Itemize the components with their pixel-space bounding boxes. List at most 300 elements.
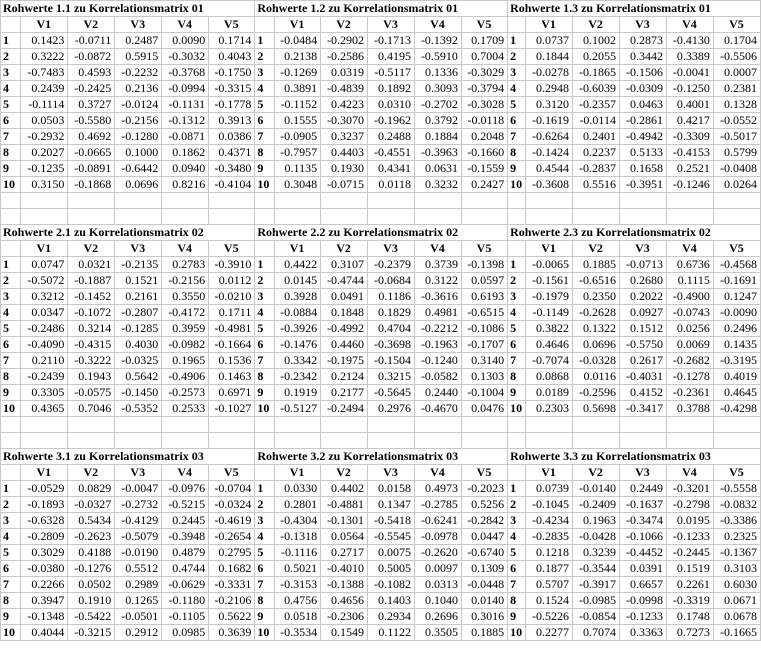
corner-cell[interactable] — [1, 17, 21, 33]
data-cell[interactable]: 0.0671 — [713, 593, 760, 609]
row-number[interactable]: 1 — [508, 481, 526, 497]
empty-cell[interactable] — [209, 193, 255, 209]
data-cell[interactable]: 0.5915 — [115, 49, 162, 65]
row-number[interactable]: 9 — [1, 609, 21, 625]
data-cell[interactable]: -0.4906 — [162, 369, 209, 385]
row-number[interactable]: 8 — [1, 369, 21, 385]
data-cell[interactable]: 0.2989 — [115, 577, 162, 593]
data-cell[interactable]: -0.0190 — [115, 545, 162, 561]
data-cell[interactable]: -0.0743 — [666, 305, 713, 321]
data-cell[interactable]: 0.2783 — [162, 257, 209, 273]
row-number[interactable]: 2 — [508, 497, 526, 513]
data-cell[interactable]: 0.4402 — [321, 481, 368, 497]
empty-cell[interactable] — [620, 433, 667, 449]
column-header[interactable]: V2 — [573, 465, 620, 481]
data-cell[interactable]: 0.1549 — [321, 625, 368, 641]
data-cell[interactable]: -0.3534 — [274, 625, 320, 641]
data-cell[interactable]: 0.0476 — [461, 401, 507, 417]
data-cell[interactable]: -0.0309 — [620, 81, 667, 97]
empty-cell[interactable] — [508, 417, 526, 433]
column-header[interactable]: V3 — [115, 241, 162, 257]
data-cell[interactable]: 0.2696 — [414, 609, 461, 625]
data-cell[interactable]: 0.4019 — [713, 369, 760, 385]
data-cell[interactable]: -0.0998 — [620, 593, 667, 609]
data-cell[interactable]: 0.0090 — [162, 33, 209, 49]
data-cell[interactable]: 0.4152 — [620, 385, 667, 401]
data-cell[interactable]: -0.1114 — [21, 97, 68, 113]
data-cell[interactable]: -0.1278 — [666, 369, 713, 385]
data-cell[interactable]: -0.1233 — [666, 529, 713, 545]
empty-cell[interactable] — [274, 433, 320, 449]
data-cell[interactable]: 0.4422 — [274, 257, 320, 273]
data-cell[interactable]: -0.5545 — [368, 529, 415, 545]
data-cell[interactable]: -0.0976 — [162, 481, 209, 497]
row-number[interactable]: 6 — [508, 113, 526, 129]
data-cell[interactable]: -0.0582 — [414, 369, 461, 385]
empty-cell[interactable] — [321, 193, 368, 209]
empty-cell[interactable] — [68, 417, 115, 433]
data-cell[interactable]: 0.4879 — [162, 545, 209, 561]
data-cell[interactable]: 0.0463 — [620, 97, 667, 113]
data-cell[interactable]: -0.0884 — [274, 305, 320, 321]
data-cell[interactable]: 0.2912 — [115, 625, 162, 641]
data-cell[interactable]: -0.4744 — [321, 273, 368, 289]
column-header[interactable]: V3 — [115, 17, 162, 33]
row-number[interactable]: 9 — [1, 385, 21, 401]
data-cell[interactable]: 0.1040 — [414, 593, 461, 609]
data-cell[interactable]: 0.4704 — [368, 321, 415, 337]
data-cell[interactable]: -0.4670 — [414, 401, 461, 417]
row-number[interactable]: 8 — [1, 145, 21, 161]
data-cell[interactable]: -0.0041 — [666, 65, 713, 81]
data-cell[interactable]: -0.3794 — [461, 81, 507, 97]
data-cell[interactable]: 0.2976 — [368, 401, 415, 417]
row-number[interactable]: 8 — [255, 593, 275, 609]
data-cell[interactable]: -0.2573 — [162, 385, 209, 401]
data-cell[interactable]: 0.1682 — [209, 561, 255, 577]
data-cell[interactable]: 0.1704 — [713, 33, 760, 49]
data-cell[interactable]: 0.1885 — [461, 625, 507, 641]
data-cell[interactable]: -0.4452 — [620, 545, 667, 561]
data-cell[interactable]: 0.4692 — [68, 129, 115, 145]
data-cell[interactable]: 0.0112 — [209, 273, 255, 289]
data-cell[interactable]: -0.1367 — [713, 545, 760, 561]
empty-cell[interactable] — [526, 433, 573, 449]
data-cell[interactable]: 0.3093 — [414, 81, 461, 97]
row-number[interactable]: 10 — [508, 177, 526, 193]
data-cell[interactable]: 0.3140 — [461, 353, 507, 369]
row-number[interactable]: 3 — [508, 513, 526, 529]
data-cell[interactable]: -0.4172 — [162, 305, 209, 321]
data-cell[interactable]: -0.3201 — [666, 481, 713, 497]
data-cell[interactable]: 0.2325 — [713, 529, 760, 545]
data-cell[interactable]: 0.3822 — [526, 321, 573, 337]
row-number[interactable]: 6 — [255, 113, 275, 129]
data-cell[interactable]: 0.1892 — [368, 81, 415, 97]
data-cell[interactable]: -0.1691 — [713, 273, 760, 289]
corner-cell[interactable] — [255, 465, 275, 481]
empty-cell[interactable] — [666, 209, 713, 225]
empty-cell[interactable] — [21, 193, 68, 209]
row-number[interactable]: 2 — [1, 273, 21, 289]
row-number[interactable]: 4 — [1, 81, 21, 97]
data-cell[interactable]: -0.3608 — [526, 177, 573, 193]
data-cell[interactable]: 0.2521 — [666, 161, 713, 177]
data-cell[interactable]: -0.3480 — [209, 161, 255, 177]
row-number[interactable]: 5 — [1, 97, 21, 113]
empty-cell[interactable] — [1, 433, 21, 449]
row-number[interactable]: 2 — [1, 49, 21, 65]
data-cell[interactable]: 0.3739 — [414, 257, 461, 273]
column-header[interactable]: V5 — [461, 465, 507, 481]
data-cell[interactable]: 0.8216 — [162, 177, 209, 193]
column-header[interactable]: V2 — [321, 241, 368, 257]
data-cell[interactable]: -0.2445 — [666, 545, 713, 561]
data-cell[interactable]: -0.0324 — [209, 497, 255, 513]
data-cell[interactable]: -0.2342 — [274, 369, 320, 385]
row-number[interactable]: 2 — [255, 49, 275, 65]
data-cell[interactable]: 0.0927 — [620, 305, 667, 321]
data-cell[interactable]: -0.4900 — [666, 289, 713, 305]
data-cell[interactable]: 0.2439 — [21, 81, 68, 97]
data-cell[interactable]: -0.0575 — [68, 385, 115, 401]
data-cell[interactable]: 0.1519 — [666, 561, 713, 577]
column-header[interactable]: V5 — [209, 17, 255, 33]
data-cell[interactable]: 0.5622 — [209, 609, 255, 625]
row-number[interactable]: 8 — [255, 369, 275, 385]
data-cell[interactable]: -0.0832 — [713, 497, 760, 513]
data-cell[interactable]: -0.1868 — [68, 177, 115, 193]
data-cell[interactable]: 0.1186 — [368, 289, 415, 305]
data-cell[interactable]: -0.6328 — [21, 513, 68, 529]
data-cell[interactable]: 0.0985 — [162, 625, 209, 641]
row-number[interactable]: 4 — [508, 529, 526, 545]
data-cell[interactable]: 0.0310 — [368, 97, 415, 113]
data-cell[interactable]: -0.1276 — [68, 561, 115, 577]
data-cell[interactable]: -0.1561 — [526, 273, 573, 289]
data-cell[interactable]: 0.3891 — [274, 81, 320, 97]
data-cell[interactable]: -0.3951 — [620, 177, 667, 193]
data-cell[interactable]: 0.3232 — [414, 177, 461, 193]
data-cell[interactable]: 0.1943 — [68, 369, 115, 385]
column-header[interactable]: V3 — [620, 241, 667, 257]
data-cell[interactable]: 0.3215 — [368, 369, 415, 385]
data-cell[interactable]: -0.2842 — [461, 513, 507, 529]
empty-cell[interactable] — [68, 209, 115, 225]
data-cell[interactable]: 0.2617 — [620, 353, 667, 369]
data-cell[interactable]: 0.2488 — [368, 129, 415, 145]
data-cell[interactable]: 0.3120 — [526, 97, 573, 113]
data-cell[interactable]: 0.0118 — [368, 177, 415, 193]
empty-cell[interactable] — [368, 433, 415, 449]
row-number[interactable]: 4 — [1, 529, 21, 545]
data-cell[interactable]: -0.3474 — [620, 513, 667, 529]
data-cell[interactable]: -0.0114 — [573, 113, 620, 129]
empty-cell[interactable] — [461, 209, 507, 225]
column-header[interactable]: V5 — [209, 465, 255, 481]
data-cell[interactable]: 0.5799 — [713, 145, 760, 161]
empty-cell[interactable] — [620, 417, 667, 433]
empty-cell[interactable] — [508, 193, 526, 209]
data-cell[interactable]: -0.0665 — [68, 145, 115, 161]
row-number[interactable]: 1 — [255, 33, 275, 49]
data-cell[interactable]: -0.0408 — [713, 161, 760, 177]
data-cell[interactable]: 0.2277 — [526, 625, 573, 641]
data-cell[interactable]: -0.1979 — [526, 289, 573, 305]
row-number[interactable]: 3 — [1, 513, 21, 529]
data-cell[interactable]: 0.7046 — [68, 401, 115, 417]
data-cell[interactable]: 0.6193 — [461, 289, 507, 305]
data-cell[interactable]: -0.6264 — [526, 129, 573, 145]
data-cell[interactable]: -0.2232 — [115, 65, 162, 81]
empty-cell[interactable] — [573, 209, 620, 225]
data-cell[interactable]: 0.4217 — [666, 113, 713, 129]
empty-cell[interactable] — [21, 417, 68, 433]
data-cell[interactable]: -0.3029 — [461, 65, 507, 81]
data-cell[interactable]: -0.7957 — [274, 145, 320, 161]
row-number[interactable]: 3 — [508, 65, 526, 81]
row-number[interactable]: 9 — [508, 385, 526, 401]
data-cell[interactable]: 0.4044 — [21, 625, 68, 641]
column-header[interactable]: V2 — [573, 241, 620, 257]
empty-cell[interactable] — [321, 209, 368, 225]
empty-cell[interactable] — [68, 193, 115, 209]
data-cell[interactable]: 0.2717 — [321, 545, 368, 561]
row-number[interactable]: 3 — [255, 513, 275, 529]
data-cell[interactable]: -0.0327 — [68, 497, 115, 513]
data-cell[interactable]: 0.1711 — [209, 305, 255, 321]
corner-cell[interactable] — [1, 241, 21, 257]
data-cell[interactable]: -0.4298 — [713, 401, 760, 417]
column-header[interactable]: V4 — [666, 465, 713, 481]
data-cell[interactable]: 0.2427 — [461, 177, 507, 193]
data-cell[interactable]: 0.5133 — [620, 145, 667, 161]
empty-cell[interactable] — [666, 417, 713, 433]
data-cell[interactable]: -0.3917 — [573, 577, 620, 593]
column-header[interactable]: V3 — [620, 17, 667, 33]
data-cell[interactable]: -0.0994 — [162, 81, 209, 97]
data-cell[interactable]: -0.2732 — [115, 497, 162, 513]
data-cell[interactable]: 0.0069 — [666, 337, 713, 353]
data-cell[interactable]: -0.1893 — [21, 497, 68, 513]
data-cell[interactable]: -0.1388 — [321, 577, 368, 593]
data-cell[interactable]: -0.4031 — [620, 369, 667, 385]
data-cell[interactable]: 0.3959 — [162, 321, 209, 337]
data-cell[interactable]: 0.1512 — [620, 321, 667, 337]
data-cell[interactable]: 0.6030 — [713, 577, 760, 593]
empty-cell[interactable] — [274, 417, 320, 433]
data-cell[interactable]: 0.1910 — [68, 593, 115, 609]
row-number[interactable]: 1 — [508, 257, 526, 273]
column-header[interactable]: V5 — [713, 465, 760, 481]
empty-cell[interactable] — [573, 433, 620, 449]
row-number[interactable]: 8 — [508, 145, 526, 161]
data-cell[interactable]: -0.3331 — [209, 577, 255, 593]
data-cell[interactable]: 0.5707 — [526, 577, 573, 593]
row-number[interactable]: 4 — [1, 305, 21, 321]
data-cell[interactable]: -0.1713 — [368, 33, 415, 49]
data-cell[interactable]: 0.1247 — [713, 289, 760, 305]
data-cell[interactable]: -0.3070 — [321, 113, 368, 129]
row-number[interactable]: 8 — [508, 593, 526, 609]
data-cell[interactable]: 0.0116 — [573, 369, 620, 385]
data-cell[interactable]: -0.4881 — [321, 497, 368, 513]
data-cell[interactable]: 0.2136 — [115, 81, 162, 97]
data-cell[interactable]: -0.2623 — [68, 529, 115, 545]
data-cell[interactable]: -0.2106 — [209, 593, 255, 609]
column-header[interactable]: V5 — [461, 17, 507, 33]
data-cell[interactable]: -0.3222 — [68, 353, 115, 369]
row-number[interactable]: 5 — [255, 97, 275, 113]
data-cell[interactable]: 0.3237 — [321, 129, 368, 145]
data-cell[interactable]: -0.3215 — [68, 625, 115, 641]
column-header[interactable]: V4 — [162, 241, 209, 257]
empty-cell[interactable] — [526, 193, 573, 209]
empty-cell[interactable] — [620, 193, 667, 209]
data-cell[interactable]: -0.2835 — [526, 529, 573, 545]
data-cell[interactable]: 0.4043 — [209, 49, 255, 65]
data-cell[interactable]: 0.2401 — [573, 129, 620, 145]
data-cell[interactable]: -0.5750 — [620, 337, 667, 353]
data-cell[interactable]: -0.5079 — [115, 529, 162, 545]
data-cell[interactable]: 0.6971 — [209, 385, 255, 401]
data-cell[interactable]: -0.1086 — [461, 321, 507, 337]
row-number[interactable]: 10 — [1, 177, 21, 193]
empty-cell[interactable] — [414, 193, 461, 209]
row-number[interactable]: 3 — [1, 65, 21, 81]
data-cell[interactable]: -0.2156 — [162, 273, 209, 289]
column-header[interactable]: V1 — [526, 241, 573, 257]
data-cell[interactable]: -0.0325 — [115, 353, 162, 369]
data-cell[interactable]: 0.2487 — [115, 33, 162, 49]
data-cell[interactable]: -0.5352 — [115, 401, 162, 417]
data-cell[interactable]: -0.1149 — [526, 305, 573, 321]
data-cell[interactable]: -0.0985 — [573, 593, 620, 609]
empty-cell[interactable] — [368, 417, 415, 433]
data-cell[interactable]: 0.1848 — [321, 305, 368, 321]
row-number[interactable]: 9 — [508, 161, 526, 177]
data-cell[interactable]: 0.2948 — [526, 81, 573, 97]
data-cell[interactable]: -0.4619 — [209, 513, 255, 529]
data-cell[interactable]: -0.2357 — [573, 97, 620, 113]
row-number[interactable]: 10 — [255, 401, 275, 417]
data-cell[interactable]: 0.3122 — [414, 273, 461, 289]
row-number[interactable]: 7 — [255, 577, 275, 593]
empty-cell[interactable] — [115, 209, 162, 225]
data-cell[interactable]: 0.1658 — [620, 161, 667, 177]
data-cell[interactable]: 0.2445 — [162, 513, 209, 529]
data-cell[interactable]: -0.3195 — [713, 353, 760, 369]
data-cell[interactable]: -0.3386 — [713, 513, 760, 529]
data-cell[interactable]: 0.1002 — [573, 33, 620, 49]
data-cell[interactable]: -0.5645 — [368, 385, 415, 401]
data-cell[interactable]: 0.3239 — [573, 545, 620, 561]
data-cell[interactable]: -0.7483 — [21, 65, 68, 81]
data-cell[interactable]: -0.0047 — [115, 481, 162, 497]
data-cell[interactable]: -0.0090 — [713, 305, 760, 321]
data-cell[interactable]: -0.3698 — [368, 337, 415, 353]
empty-cell[interactable] — [713, 433, 760, 449]
column-header[interactable]: V3 — [368, 465, 415, 481]
column-header[interactable]: V3 — [368, 241, 415, 257]
empty-cell[interactable] — [115, 417, 162, 433]
data-cell[interactable]: -0.0210 — [209, 289, 255, 305]
data-cell[interactable]: 0.4756 — [274, 593, 320, 609]
data-cell[interactable]: 0.3505 — [414, 625, 461, 641]
data-cell[interactable]: 0.1265 — [115, 593, 162, 609]
data-cell[interactable]: 0.4371 — [209, 145, 255, 161]
data-cell[interactable]: -0.0448 — [461, 577, 507, 593]
data-cell[interactable]: 0.2022 — [620, 289, 667, 305]
column-header[interactable]: V2 — [321, 465, 368, 481]
data-cell[interactable]: -0.1664 — [209, 337, 255, 353]
data-cell[interactable]: 0.4460 — [321, 337, 368, 353]
data-cell[interactable]: -0.1750 — [209, 65, 255, 81]
empty-cell[interactable] — [162, 193, 209, 209]
row-number[interactable]: 7 — [508, 577, 526, 593]
data-cell[interactable]: 0.2873 — [620, 33, 667, 49]
data-cell[interactable]: 0.2055 — [573, 49, 620, 65]
row-number[interactable]: 4 — [255, 81, 275, 97]
column-header[interactable]: V4 — [666, 17, 713, 33]
data-cell[interactable]: -0.2798 — [666, 497, 713, 513]
data-cell[interactable]: -0.4315 — [68, 337, 115, 353]
row-number[interactable]: 9 — [255, 161, 275, 177]
data-cell[interactable]: 0.2303 — [526, 401, 573, 417]
data-cell[interactable]: -0.5418 — [368, 513, 415, 529]
data-cell[interactable]: 0.1963 — [573, 513, 620, 529]
column-header[interactable]: V4 — [414, 241, 461, 257]
data-cell[interactable]: 0.1714 — [209, 33, 255, 49]
data-cell[interactable]: 0.0347 — [21, 305, 68, 321]
data-cell[interactable]: -0.2861 — [620, 113, 667, 129]
data-cell[interactable]: 0.3016 — [461, 609, 507, 625]
data-cell[interactable]: -0.1004 — [461, 385, 507, 401]
empty-cell[interactable] — [414, 209, 461, 225]
row-number[interactable]: 7 — [508, 353, 526, 369]
corner-cell[interactable] — [508, 17, 526, 33]
data-cell[interactable]: 0.3222 — [21, 49, 68, 65]
empty-cell[interactable] — [255, 193, 275, 209]
empty-cell[interactable] — [508, 433, 526, 449]
data-cell[interactable]: 0.2496 — [713, 321, 760, 337]
row-number[interactable]: 7 — [508, 129, 526, 145]
empty-cell[interactable] — [162, 417, 209, 433]
data-cell[interactable]: -0.5910 — [414, 49, 461, 65]
data-cell[interactable]: 0.5642 — [115, 369, 162, 385]
row-number[interactable]: 5 — [1, 321, 21, 337]
row-number[interactable]: 2 — [255, 497, 275, 513]
empty-cell[interactable] — [461, 193, 507, 209]
empty-cell[interactable] — [255, 209, 275, 225]
data-cell[interactable]: -0.2620 — [414, 545, 461, 561]
row-number[interactable]: 8 — [508, 369, 526, 385]
column-header[interactable]: V4 — [162, 17, 209, 33]
data-cell[interactable]: -0.2212 — [414, 321, 461, 337]
data-cell[interactable]: -0.2023 — [461, 481, 507, 497]
corner-cell[interactable] — [255, 17, 275, 33]
data-cell[interactable]: 0.5698 — [573, 401, 620, 417]
empty-cell[interactable] — [115, 193, 162, 209]
empty-cell[interactable] — [573, 193, 620, 209]
data-cell[interactable]: 0.4195 — [368, 49, 415, 65]
data-cell[interactable]: -0.1665 — [713, 625, 760, 641]
data-cell[interactable]: -0.1301 — [321, 513, 368, 529]
data-cell[interactable]: 0.3107 — [321, 257, 368, 273]
data-cell[interactable]: 0.3150 — [21, 177, 68, 193]
data-cell[interactable]: -0.6241 — [414, 513, 461, 529]
data-cell[interactable]: 0.3305 — [21, 385, 68, 401]
